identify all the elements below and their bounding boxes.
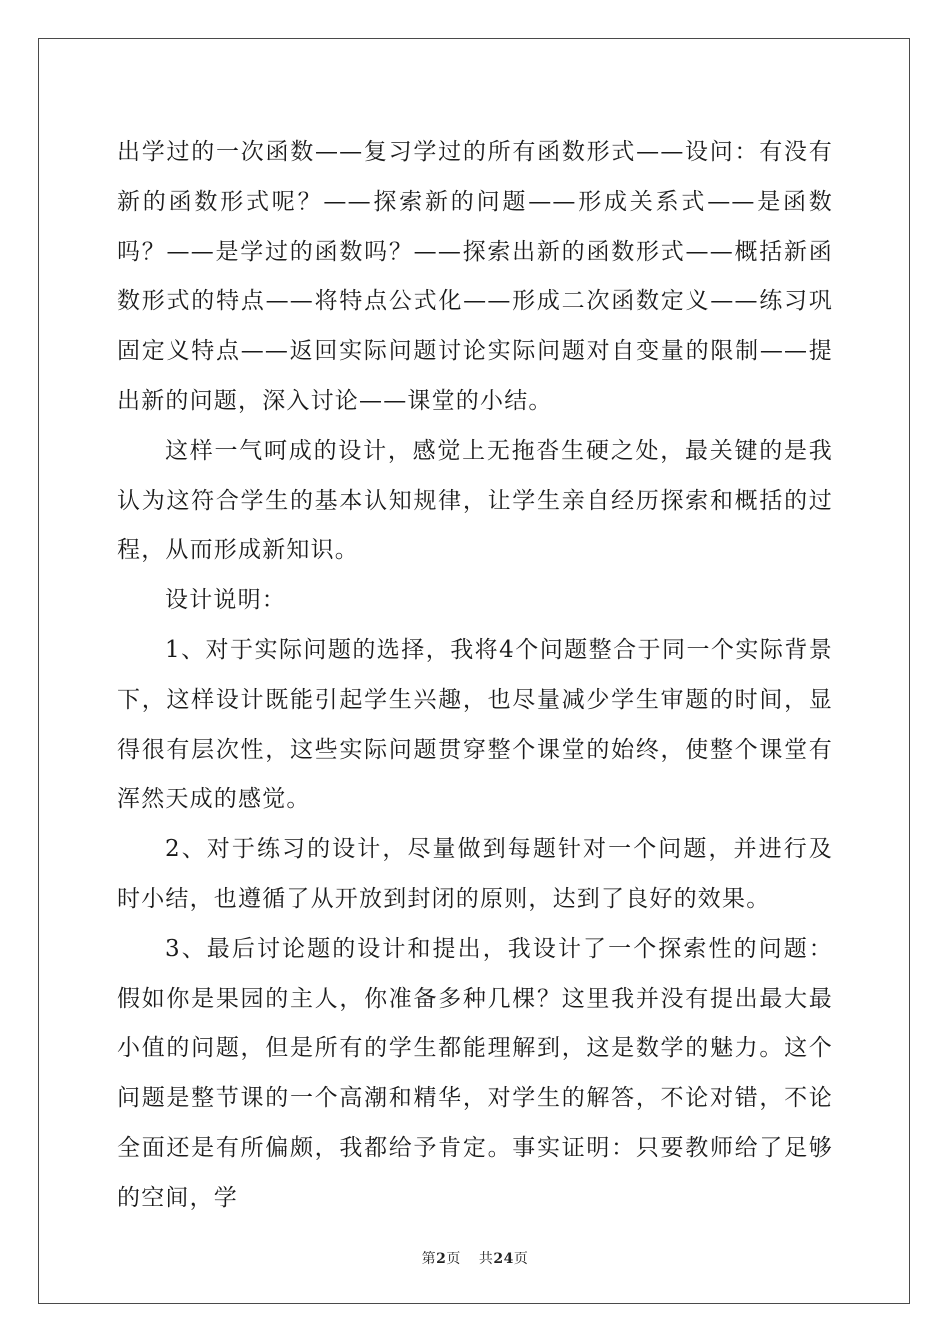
paragraph-5: 2、对于练习的设计，尽量做到每题针对一个问题，并进行及时小结，也遵循了从开放到封闭的原则，达到了良好的效果。 <box>117 836 833 912</box>
paragraph-3: 设计说明： <box>165 587 286 614</box>
document-body <box>117 128 833 1224</box>
paragraph-4: 1、对于实际问题的选择，我将4个问题整合于同一个实际背景下，这样设计既能引起学生兴趣，也尽量减少学生审题的时间，显得很有层次性，这些实际问题贯穿整个课堂的始终，使整个课堂有浑然天成的感觉。 <box>117 636 833 813</box>
paragraph-6: 3、最后讨论题的设计和提出，我设计了一个探索性的问题：假如你是果园的主人，你准备多种几棵？这里我并没有提出最大最小值的问题，但是所有的学生都能理解到，这是数学的魅力。这个问题是整节课的一个高潮和精华，对学生的解答，不论对错，不论全面还是有所偏颇，我都给予肯定。事实证明：只要教师给了足够的空间，学 <box>117 935 833 1211</box>
footer-total-suffix: 页 <box>513 1251 529 1267</box>
paragraph-2: 这样一气呵成的设计，感觉上无拖沓生硬之处，最关键的是我认为这符合学生的基本认知规律，让学生亲自经历探索和概括的过程，从而形成新知识。 <box>117 437 833 564</box>
footer-page-suffix: 页 <box>446 1251 461 1267</box>
page-footer <box>0 1248 950 1268</box>
footer-page-total: 24 <box>493 1251 514 1267</box>
footer-total-prefix: 共 <box>478 1251 494 1267</box>
footer-page-current: 2 <box>436 1251 447 1267</box>
footer-page-prefix: 第 <box>421 1251 437 1267</box>
paragraph-1: 出学过的一次函数——复习学过的所有函数形式——设问：有没有新的函数形式呢？——探索新的问题——形成关系式——是函数吗？——是学过的函数吗？——探索出新的函数形式——概括新函数形式的特点——将特点公式化——形成二次函数定义——练习巩固定义特点——返回实际问题讨论实际问题对自变量的限制——提出新的问题，深入讨论——课堂的小结。 <box>117 139 833 414</box>
